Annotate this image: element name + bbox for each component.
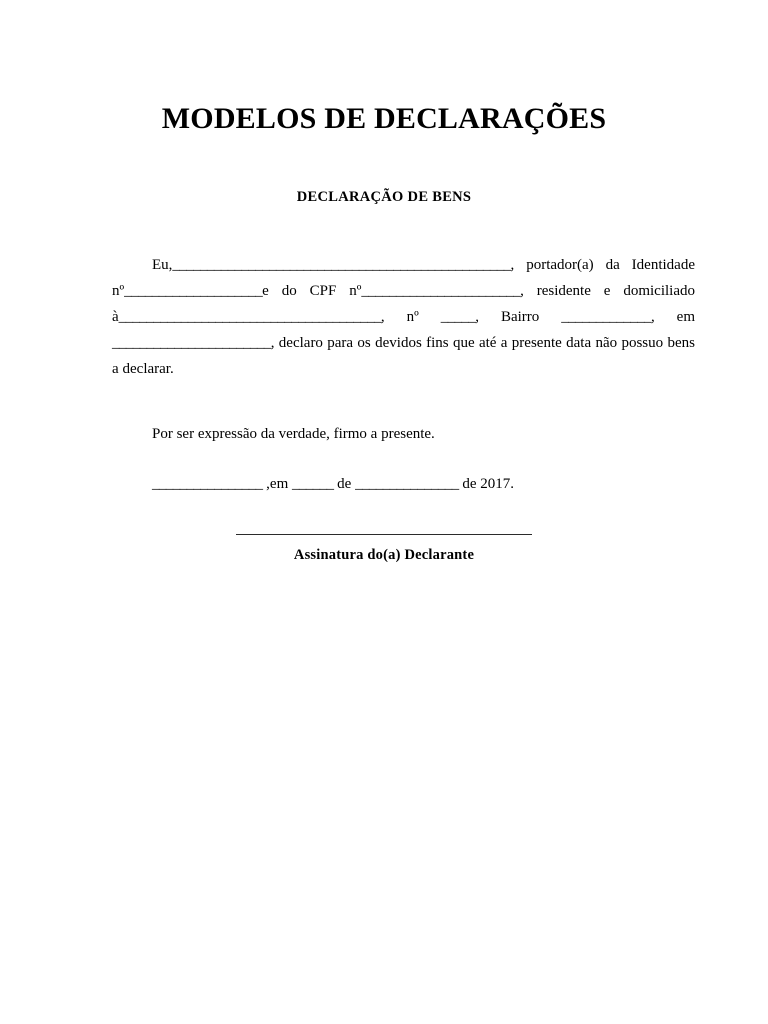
residence-label: , residente e domiciliado	[520, 283, 695, 299]
signature-block	[0, 534, 768, 564]
year-value: 2017.	[480, 476, 514, 492]
cpf-number-blank[interactable]: _______________________	[361, 283, 521, 299]
address-blank[interactable]: ______________________________________	[118, 309, 381, 325]
neighborhood-blank[interactable]: _____________	[561, 309, 651, 325]
month-blank[interactable]: _______________	[355, 476, 459, 492]
signature-rule	[236, 534, 532, 535]
identity-number-blank[interactable]: ____________________	[124, 283, 263, 299]
city-blank[interactable]: _______________________	[112, 335, 271, 351]
identity-label: , portador(a) da Identidade	[510, 257, 695, 273]
de-connector-year: de	[462, 476, 477, 492]
address-number-label: , nº	[380, 309, 419, 325]
identity-number-label: nº	[112, 283, 125, 299]
eu-label: Eu,	[152, 257, 173, 273]
name-blank[interactable]: _________________________________________________	[172, 257, 511, 273]
signature-caption: Assinatura do(a) Declarante	[293, 547, 475, 563]
date-line	[112, 471, 695, 497]
declaration-statement-end: possuo bens a declarar.	[112, 335, 695, 377]
declaration-statement: , declaro para os devidos fins que até a presente data não	[270, 335, 618, 351]
address-number-blank[interactable]: _____	[440, 309, 476, 325]
address-label: à	[112, 309, 119, 325]
place-blank[interactable]: ________________	[152, 476, 263, 492]
closing-paragraph: Por ser expressão da verdade, firmo a presente.	[152, 426, 435, 442]
document-subtitle: DECLARAÇÃO DE BENS	[296, 189, 472, 206]
de-connector: de	[337, 476, 352, 492]
neighborhood-label: , Bairro	[475, 309, 540, 325]
page-title: MODELOS DE DECLARAÇÕES	[161, 102, 607, 136]
city-label: , em	[650, 309, 695, 325]
declaration-body	[112, 252, 695, 382]
em-connector: ,em	[266, 476, 289, 492]
cpf-label: e do CPF nº	[262, 283, 362, 299]
declaration-paragraph	[112, 252, 695, 382]
day-blank[interactable]: ______	[291, 476, 334, 492]
